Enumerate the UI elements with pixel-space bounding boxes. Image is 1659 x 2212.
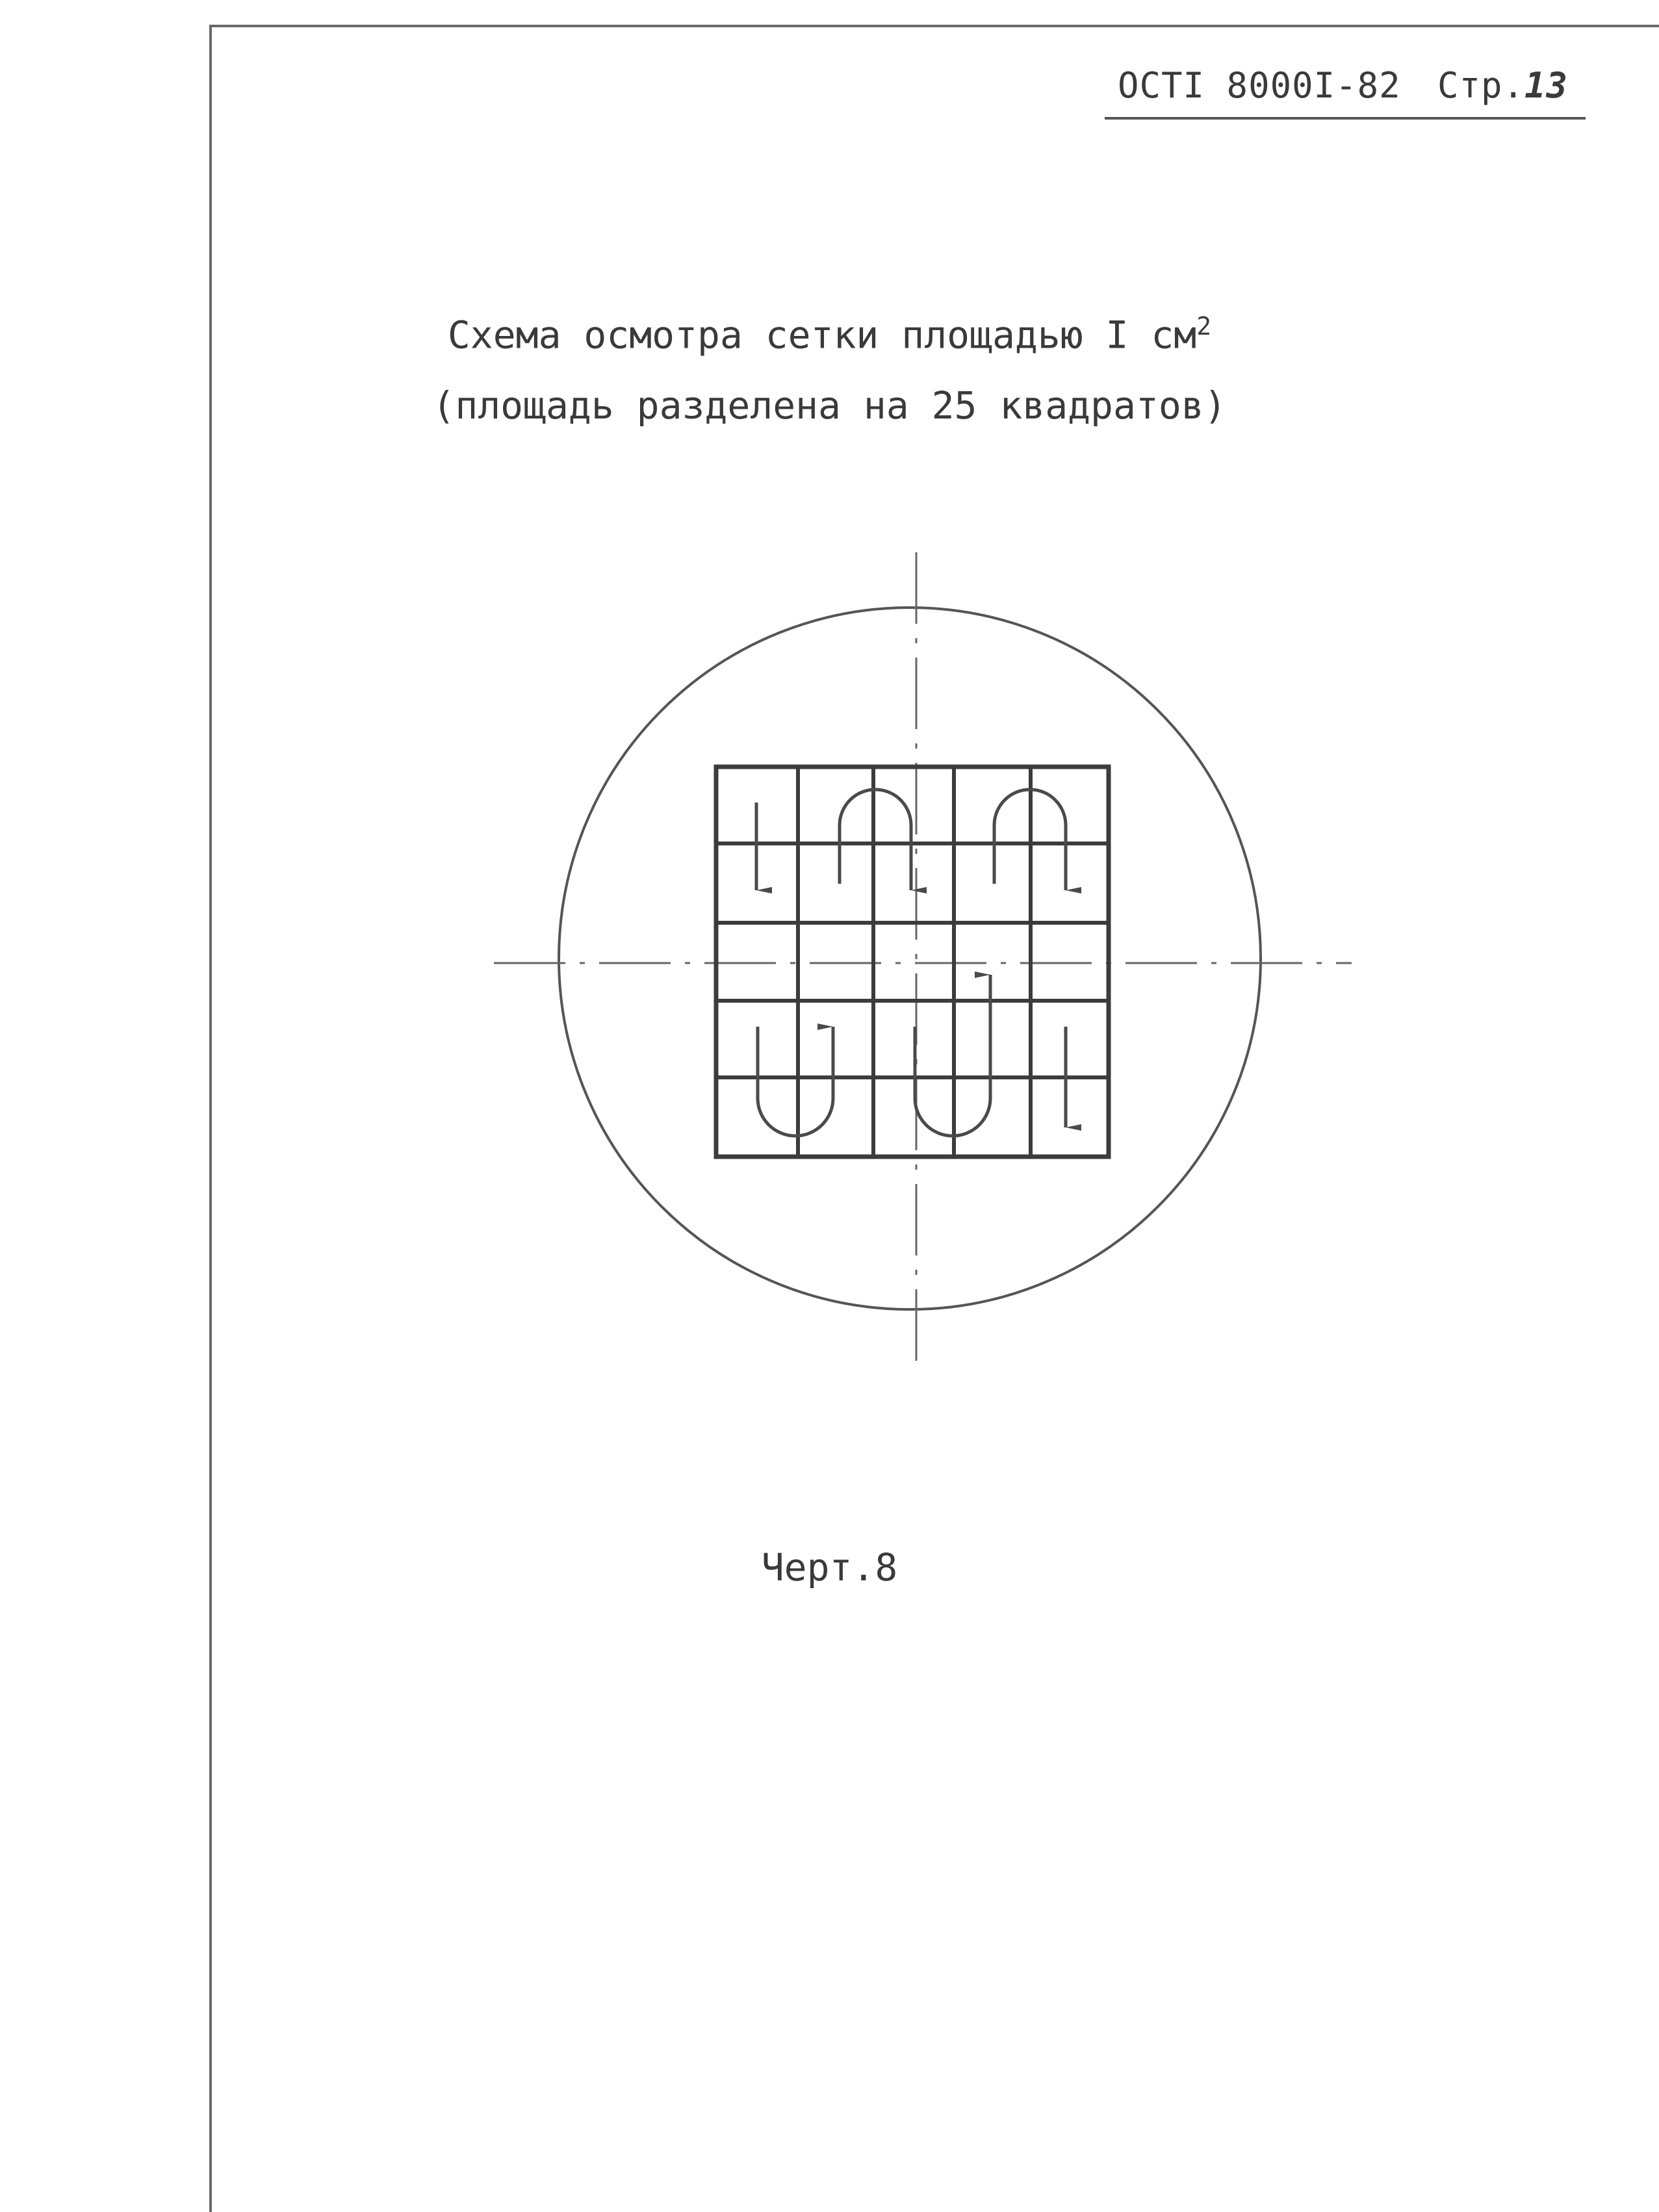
page-number: 13: [1524, 65, 1569, 106]
document-header: [1105, 65, 1586, 120]
title-line1: Схема осмотра сетки площадью I см: [447, 313, 1197, 357]
figure-caption: Черт.8: [761, 1545, 898, 1589]
scan-path: [756, 790, 1066, 1136]
diagram-title: [0, 312, 1659, 357]
standard-code: ОСТI 8000I-82: [1118, 65, 1401, 106]
inspection-scheme-drawing: [481, 546, 1391, 1378]
diagram-subtitle: (площадь разделена на 25 квадратов): [432, 383, 1227, 428]
field-of-view-circle: [559, 608, 1261, 1309]
page-frame-top: [209, 25, 1659, 27]
page-prefix: Стр.: [1437, 65, 1525, 106]
center-axis-lines: [494, 552, 1352, 1371]
title-superscript: 2: [1196, 312, 1212, 341]
page-label: [1437, 65, 1568, 106]
